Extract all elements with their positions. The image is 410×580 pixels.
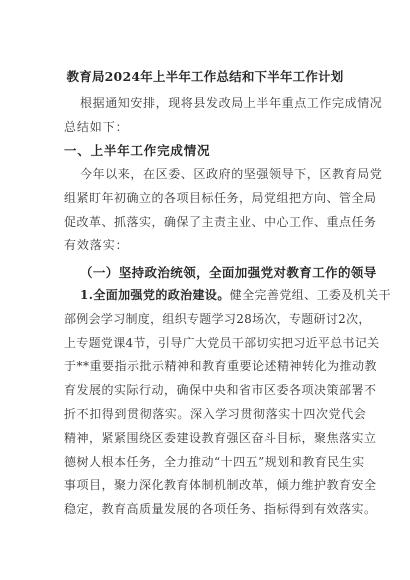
paragraph-line: 育发展的实际行动，确保中央和省市区委各项决策部署不 (64, 383, 377, 398)
item-paragraph (64, 284, 391, 522)
paragraph-line: 稳定，教育高质量发展的各项任务、指标得到有效落实。 (64, 502, 377, 517)
paragraph-line (64, 284, 391, 308)
paragraph-line: 组紧盯年初确立的各项目标任务，局党组把方向、管全局 (64, 190, 377, 205)
item-lead: 1.全面加强党的政治建设。 (80, 288, 230, 302)
paragraph-line: 事项目，聚力深化教育体制机制改革，倾力维护教育安全 (64, 478, 377, 493)
section-paragraph (64, 163, 383, 258)
intro-line: 总结如下： (64, 119, 129, 134)
item-text: 健全完善党组、工委及机关干 (229, 288, 391, 302)
paragraph-line: 今年以来，在区委、区政府的坚强领导下，区教育局党 (80, 167, 383, 181)
intro-line: 根据通知安排，现将县发改局上半年重点工作完成情况 (80, 96, 383, 110)
intro-paragraph (64, 92, 383, 140)
paragraph-line: 部例会学习制度，组织专题学习28场次，专题研讨2次， (64, 311, 371, 326)
paragraph-line: 上专题党课4节，引导广大党员干部切实把习近平总书记关 (64, 335, 380, 350)
subsection-heading: （一）坚持政治统领，全面加强党对教育工作的领导 (80, 265, 377, 280)
paragraph-line: 精神，紧紧围绕区委建设教育强区奋斗目标，聚焦落实立 (64, 430, 377, 445)
paragraph-line: 德树人根本任务，全力推动“十四五”规划和教育民生实 (64, 454, 365, 469)
paragraph-line: 折不扣得到贯彻落实。深入学习贯彻落实十四次党代会 (64, 406, 367, 421)
paragraph-line: 促改革、抓落实，确保了主责主业、中心工作、重点任务 (64, 214, 377, 229)
document-title: 教育局2024年上半年工作总结和下半年工作计划 (66, 69, 344, 84)
paragraph-line: 于**重要指示批示精神和教育重要论述精神转化为推动教 (64, 359, 378, 374)
paragraph-line: 有效落实： (64, 238, 129, 253)
section-heading: 一、上半年工作完成情况 (64, 143, 211, 158)
